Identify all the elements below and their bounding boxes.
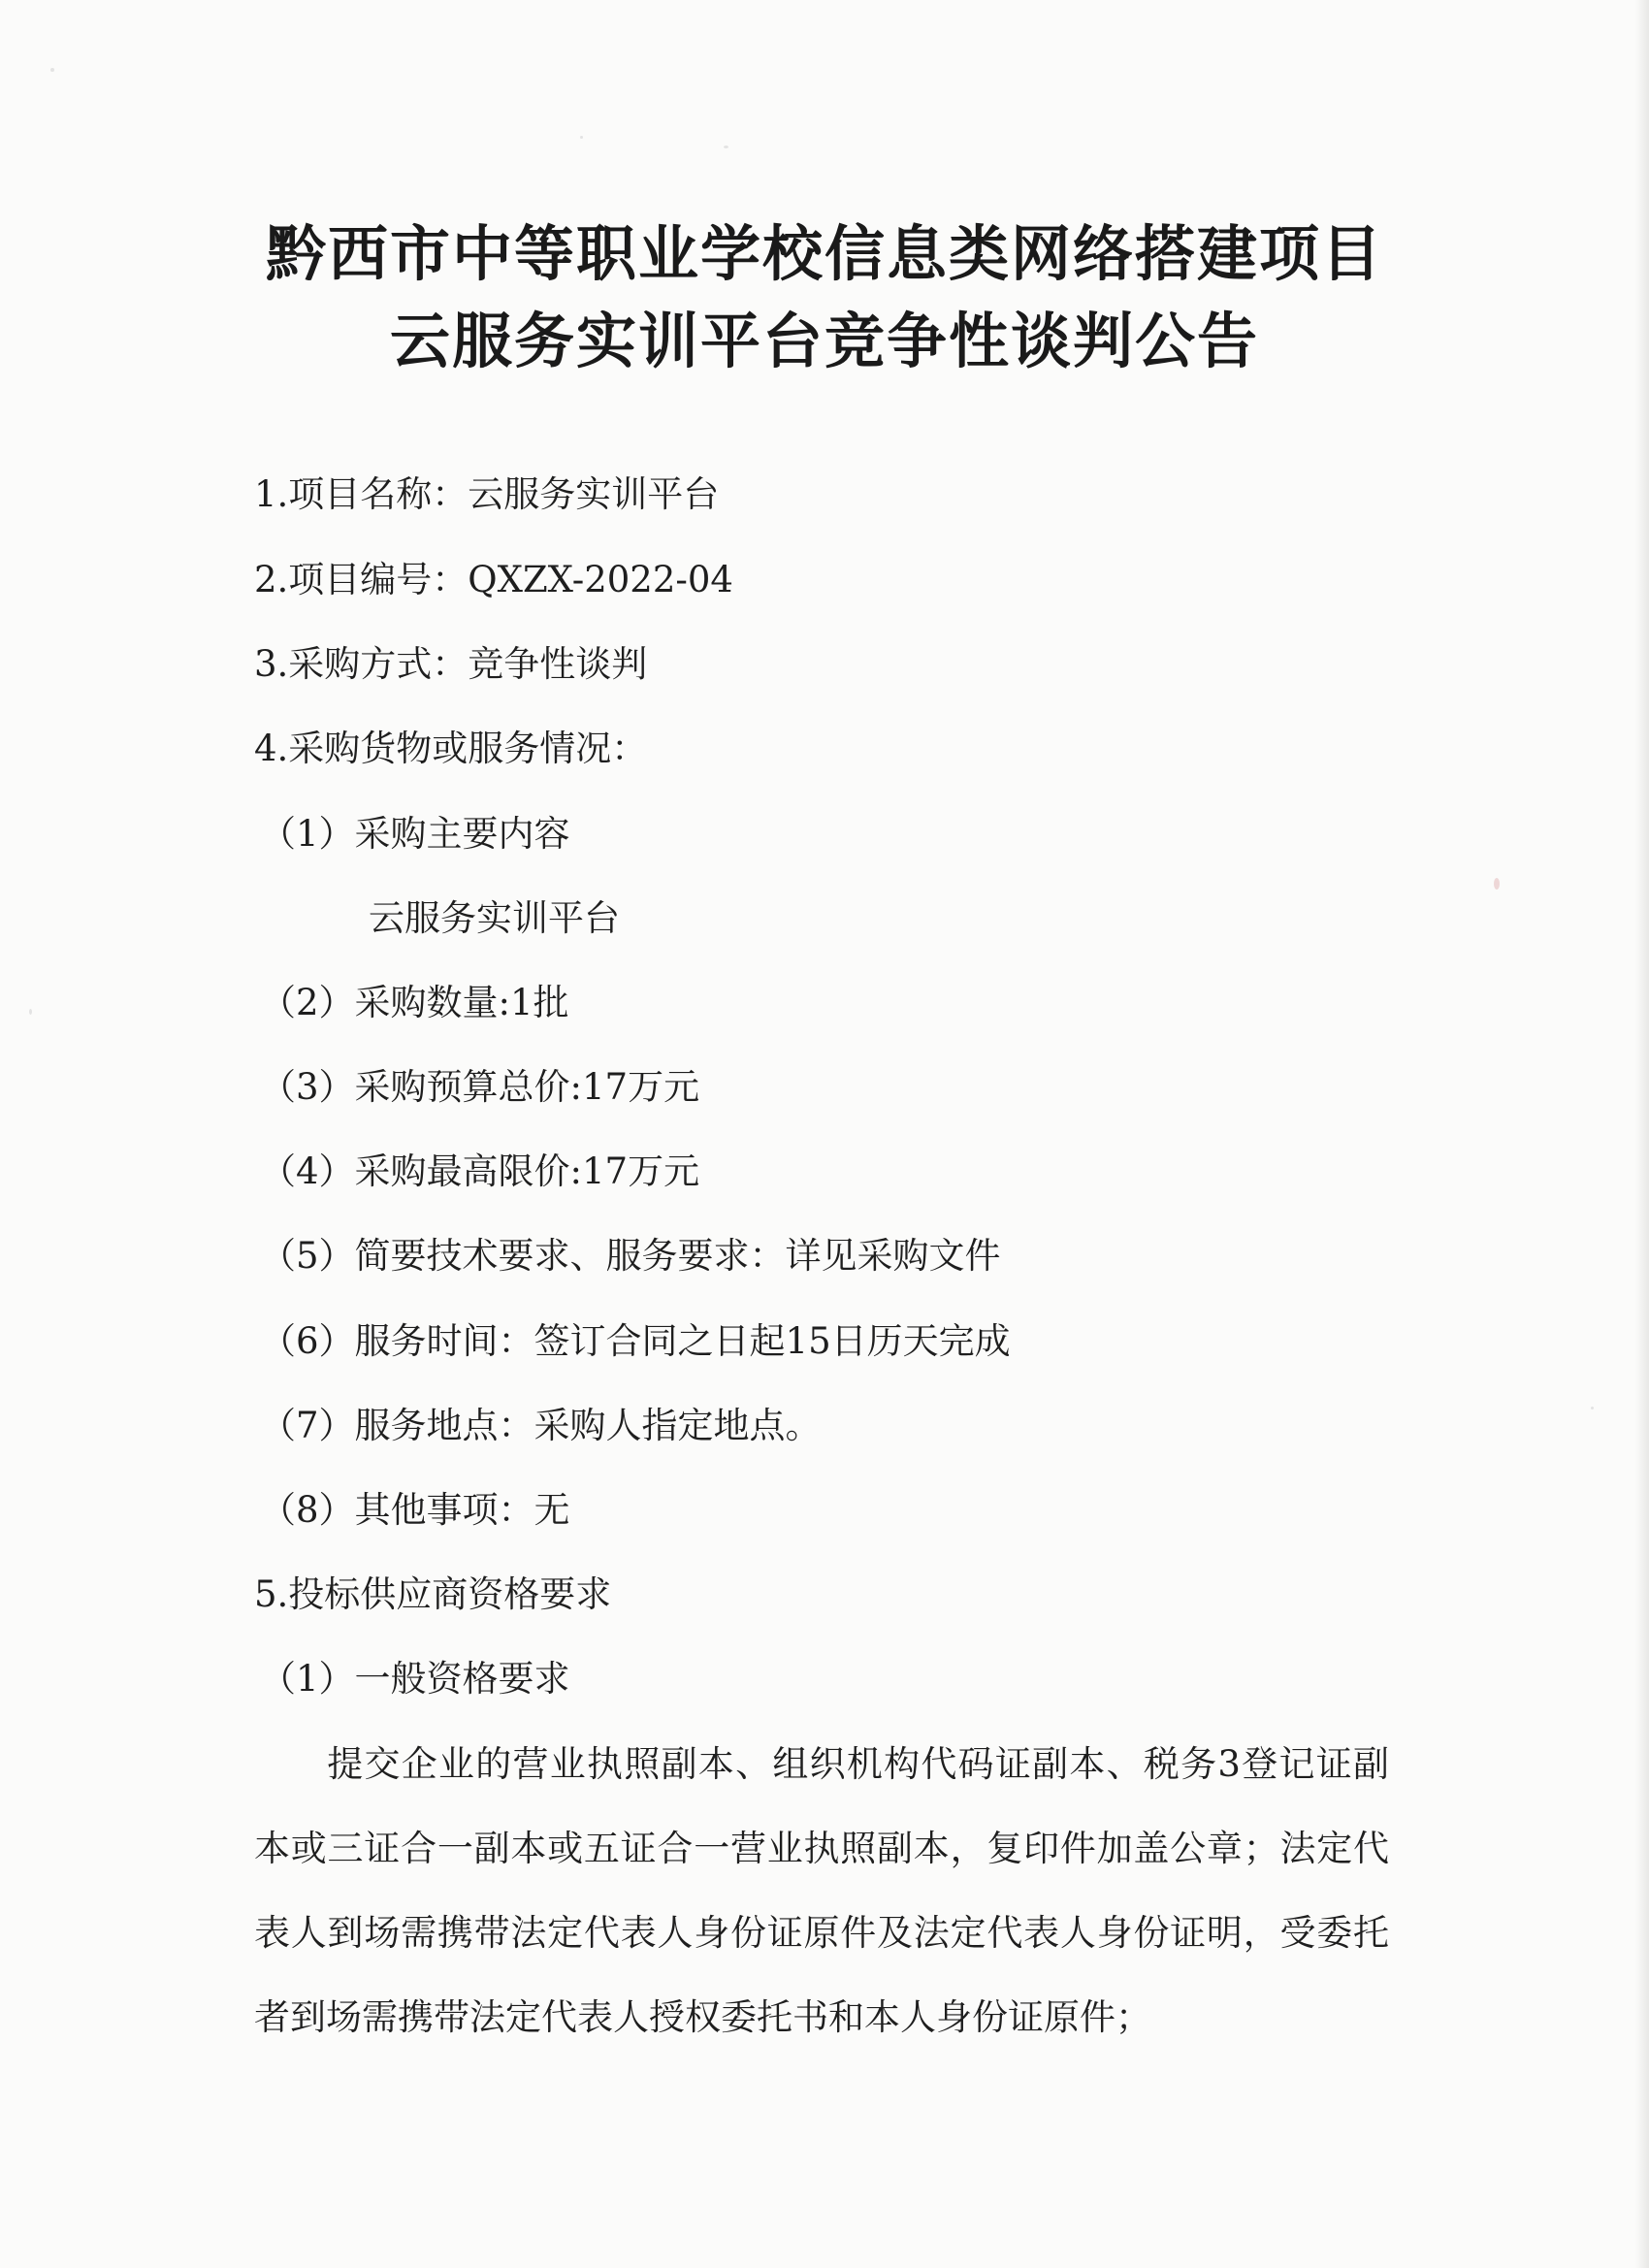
item-technical-requirements: （5）简要技术要求、服务要求：详见采购文件 [260,1235,1001,1277]
item-quantity: （2）采购数量:1批 [260,982,569,1023]
scan-speck [724,146,728,148]
item-service-location: （7）服务地点：采购人指定地点。 [260,1405,822,1446]
item-general-qualification: （1）一般资格要求 [260,1658,570,1700]
scan-speck [29,1009,32,1015]
item-budget: （3）采购预算总价:17万元 [260,1066,700,1108]
item-qualification-heading: 5.投标供应商资格要求 [254,1573,612,1615]
qualification-paragraph-text: 提交企业的营业执照副本、组织机构代码证副本、税务3登记证副本或三证合一副本或五证合一营业执照副本，复印件加盖公章；法定代表人到场需携带法定代表人身份证原件及法定代表人身份证明，受委托者到场需携带法定代表人授权委托书和本人身份证原件； [254,1743,1389,2038]
scan-speck [1494,878,1500,890]
item-procurement-method: 3.采购方式：竞争性谈判 [254,643,648,685]
item-service-time: （6）服务时间：签订合同之日起15日历天完成 [260,1320,1011,1362]
document-title-line-1: 黔西市中等职业学校信息类网络搭建项目 [265,218,1383,289]
item-project-number: 2.项目编号：QXZX-2022-04 [254,559,733,600]
qualification-paragraph [254,1722,1389,2059]
item-other-matters: （8）其他事项：无 [260,1489,570,1531]
item-main-content-value: 云服务实训平台 [369,897,620,939]
item-main-content: （1）采购主要内容 [260,813,570,855]
item-max-price: （4）采购最高限价:17万元 [260,1150,700,1192]
item-project-name: 1.项目名称：云服务实训平台 [254,473,720,515]
document-title-line-2: 云服务实训平台竞争性谈判公告 [389,306,1259,376]
scan-speck [580,136,583,139]
scan-speck [50,68,54,72]
item-procurement-goods-heading: 4.采购货物或服务情况： [254,728,648,769]
scan-speck [1591,1407,1594,1409]
